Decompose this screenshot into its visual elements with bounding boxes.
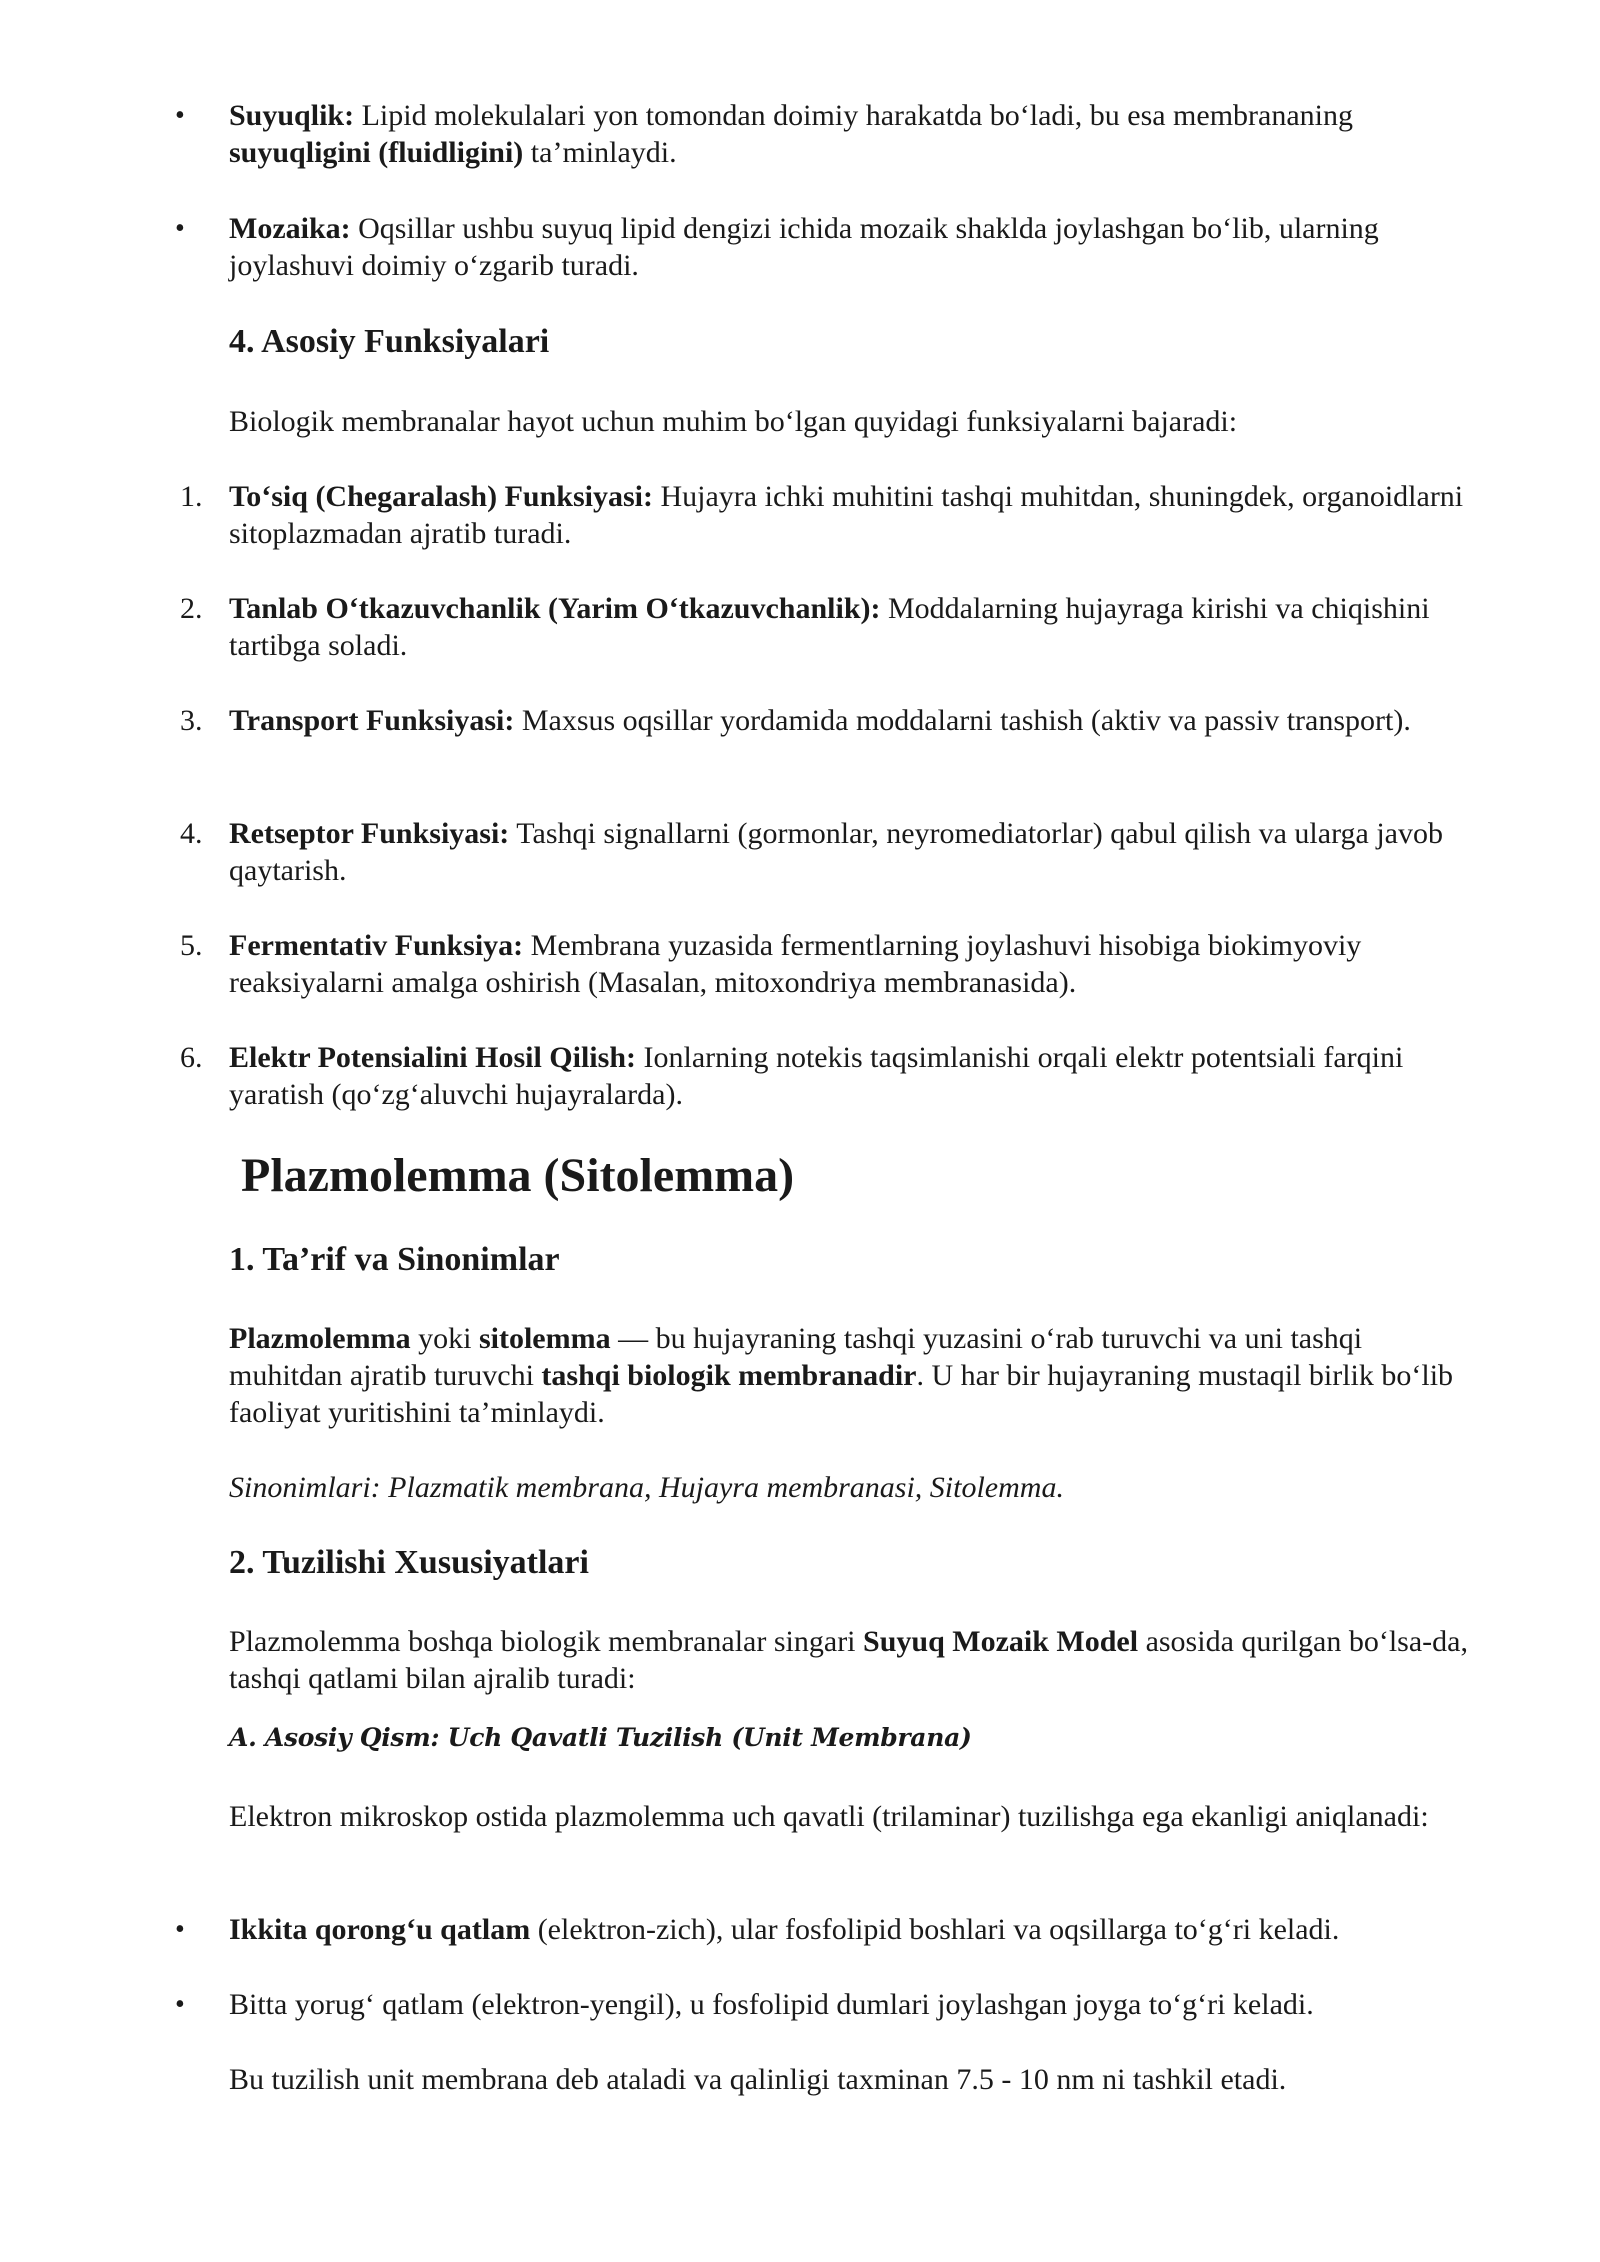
list-item-elektr — [229, 1039, 1479, 1113]
term-label: Suyuqlik: — [229, 99, 355, 132]
item-text: Ionlarning notekis taqsimlanishi orqali elektr potentsiali farqini yaratish (qo‘zg‘aluvchi hujayralarda). — [229, 1041, 1404, 1111]
section-intro: Biologik membranalar hayot uchun muhim bo‘lgan quyidagi funksiyalarni bajaradi: — [229, 405, 1238, 438]
structure-paragraph — [229, 1623, 1479, 1697]
item-text: (elektron-zich), ular fosfolipid boshlari va oqsillarga to‘g‘ri keladi. — [530, 1913, 1340, 1946]
list-item-light-layer: Bitta yorug‘ qatlam (elektron-yengil), u fosfolipid dumlari joylashgan joyga to‘g‘ri keladi. — [229, 1988, 1314, 2021]
term-emphasis: Plazmolemma — [229, 1322, 411, 1355]
term-emphasis: Suyuq Mozaik Model — [863, 1625, 1139, 1658]
term-emphasis: tashqi biologik membranadir — [541, 1359, 917, 1392]
list-item-mozaika — [229, 210, 1479, 284]
list-number: 2. — [180, 592, 203, 625]
item-text: Lipid molekulalari yon tomondan doimiy harakatda bo‘ladi, bu esa membrananing — [354, 99, 1353, 132]
closing-paragraph: Bu tuzilish unit membrana deb ataladi va qalinligi taxminan 7.5 - 10 nm ni tashkil etadi. — [229, 2063, 1287, 2096]
definition-paragraph — [229, 1320, 1479, 1431]
item-text: ta’minlaydi. — [523, 136, 677, 169]
list-item-transport — [229, 702, 1479, 739]
bullet-marker: • — [175, 213, 185, 244]
bullet-marker: • — [175, 1914, 185, 1945]
list-number: 6. — [180, 1041, 203, 1074]
list-item-retseptor — [229, 815, 1479, 889]
list-number: 5. — [180, 929, 203, 962]
list-item-suyuqlik — [229, 97, 1479, 171]
list-item-tanlab — [229, 590, 1479, 664]
paragraph-text: . U har bir hujayraning mustaqil birlik bo‘lib faoliyat yuritishini ta’minlaydi. — [229, 1359, 1454, 1429]
section-heading: 1. Ta’rif va Sinonimlar — [229, 1241, 560, 1278]
subsection-heading: A. Asosiy Qism: Uch Qavatli Tuzilish (Unit Membrana) — [229, 1723, 972, 1752]
bullet-marker: • — [175, 100, 185, 131]
term-label: Elektr Potensialini Hosil Qilish: — [229, 1041, 636, 1074]
term-label: Fermentativ Funksiya: — [229, 929, 524, 962]
term-label: Retseptor Funksiyasi: — [229, 817, 510, 850]
bullet-marker: • — [175, 1989, 185, 2020]
list-item-fermentativ — [229, 927, 1479, 1001]
synonyms-line: Sinonimlari: Plazmatik membrana, Hujayra membranasi, Sitolemma. — [229, 1471, 1064, 1504]
item-text: Membrana yuzasida fermentlarning joylashuvi hisobiga biokimyoviy reaksiyalarni amalga oshirish (Masalan, mitoxondriya membranasida). — [229, 929, 1362, 999]
page-title: Plazmolemma (Sitolemma) — [241, 1149, 795, 1202]
paragraph-text: — bu hujayraning tashqi yuzasini o‘rab turuvchi va uni tashqi muhitdan ajratib turuvchi — [229, 1322, 1363, 1392]
paragraph-text: asosida qurilgan bo‘lsa-da, tashqi qatlami bilan ajralib turadi: — [229, 1625, 1468, 1695]
list-number: 3. — [180, 704, 203, 737]
list-item-dark-layer — [229, 1911, 1479, 1948]
list-number: 1. — [180, 480, 203, 513]
term-label: Mozaika: — [229, 212, 351, 245]
list-number: 4. — [180, 817, 203, 850]
item-text: Moddalarning hujayraga kirishi va chiqishini tartibga soladi. — [229, 592, 1430, 662]
section-heading: 4. Asosiy Funksiyalari — [229, 323, 550, 360]
item-text: Maxsus oqsillar yordamida moddalarni tashish (aktiv va passiv transport). — [514, 704, 1411, 737]
term-emphasis: suyuqligini (fluidligini) — [229, 136, 524, 169]
term-label: Tanlab O‘tkazuvchanlik (Yarim O‘tkazuvchanlik): — [229, 592, 881, 625]
item-text: Oqsillar ushbu suyuq lipid dengizi ichida mozaik shaklda joylashgan bo‘lib, ularning joylashuvi doimiy o‘zgarib turadi. — [229, 212, 1379, 282]
term-emphasis: sitolemma — [478, 1322, 611, 1355]
item-text: Hujayra ichki muhitini tashqi muhitdan, shuningdek, organoidlarni sitoplazmadan ajratib turadi. — [229, 480, 1464, 550]
term-label: To‘siq (Chegaralash) Funksiyasi: — [229, 480, 653, 513]
microscope-paragraph: Elektron mikroskop ostida plazmolemma uch qavatli (trilaminar) tuzilishga ega ekanligi aniqlanadi: — [229, 1800, 1429, 1833]
paragraph-text: yoki — [410, 1322, 479, 1355]
term-label: Transport Funksiyasi: — [229, 704, 515, 737]
item-text: Tashqi signallarni (gormonlar, neyromediatorlar) qabul qilish va ularga javob qaytarish. — [229, 817, 1443, 887]
paragraph-text: Plazmolemma boshqa biologik membranalar singari — [229, 1625, 864, 1658]
list-item-tosiq — [229, 478, 1479, 552]
term-label: Ikkita qorong‘u qatlam — [229, 1913, 531, 1946]
section-heading: 2. Tuzilishi Xususiyatlari — [229, 1544, 589, 1581]
